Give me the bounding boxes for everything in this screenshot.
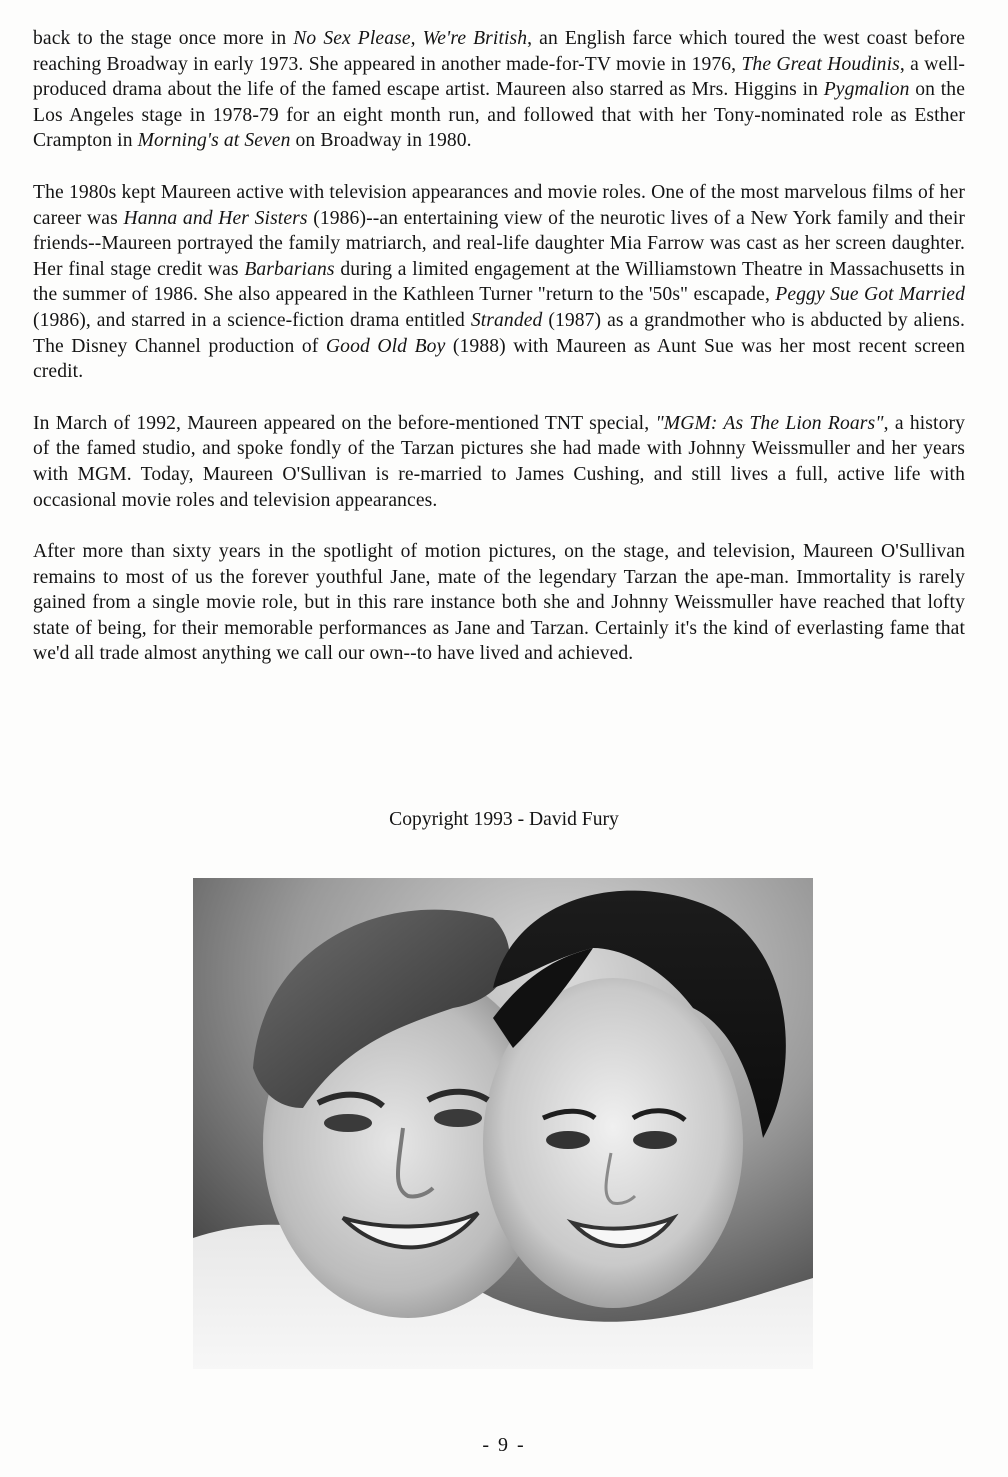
italic-title-run: Pygmalion [823, 79, 910, 101]
italic-title-run: No Sex Please, We're British [293, 28, 528, 49]
italic-title-run: Hanna and Her Sisters [123, 207, 308, 229]
italic-title-run: Morning's at Seven [137, 130, 291, 152]
text-run: The 1980s kept Maureen active with television appearances and movie roles. One of the most marvelous films of her career was [33, 181, 965, 229]
italic-title-run: The Great Houdinis [741, 53, 900, 75]
text-run: In March of 1992, Maureen appeared on the before-mentioned TNT special, [33, 412, 656, 434]
text-run: , a history of the famed studio, and spoke fondly of the Tarzan pictures she had made with Johnny Weissmuller and her years with MGM. Today, Maureen O'Sullivan is re-married to James Cushing, and still lives a full, active life with occasional movie roles and television appearances. [33, 412, 965, 511]
italic-title-run: Barbarians [244, 258, 335, 280]
text-run: (1988) with Maureen as Aunt Sue was her most recent screen credit. [33, 335, 965, 383]
paragraph-1 [33, 26, 965, 154]
paragraph-4 [33, 539, 965, 667]
text-run: , a well-produced drama about the life of the famed escape artist. Maureen also starred as Mrs. Higgins in [33, 53, 965, 101]
italic-title-run: Good Old Boy [325, 335, 446, 357]
photo-tarzan-and-jane [193, 878, 813, 1369]
paragraph-2 [33, 180, 965, 385]
text-run: on Broadway in 1980. [290, 130, 472, 152]
text-run: on the Los Angeles stage in 1978-79 for an eight month run, and followed that with her Tony-nominated role as Esther Crampton in [33, 79, 965, 152]
text-run: (1987) as a grandmother who is abducted by aliens. The Disney Channel production of [33, 309, 965, 357]
article-body [33, 26, 965, 693]
text-run: (1986), and starred in a science-fiction drama entitled [33, 309, 471, 331]
italic-title-run: Stranded [470, 309, 543, 331]
copyright-line: Copyright 1993 - David Fury [389, 809, 619, 830]
photo-image [193, 878, 813, 1369]
page-number: - 9 - [482, 1434, 526, 1456]
text-run: (1986)--an entertaining view of the neurotic lives of a New York family and their friends--Maureen portrayed the family matriarch, and real-life daughter Mia Farrow was cast as her screen daughter. Her final stage credit was [33, 207, 965, 280]
italic-title-run: Peggy Sue Got Married [775, 284, 965, 306]
text-run: After more than sixty years in the spotlight of motion pictures, on the stage, and television, Maureen O'Sullivan remains to most of us the forever youthful Jane, mate of the legendary Tarzan the ape-man. Immortality is rarely gained from a single movie role, but in this rare instance both she and Johnny Weissmuller have reached that lofty state of being, for their memorable performances as Jane and Tarzan. Certainly it's the kind of everlasting fame that we'd all trade almost anything we call our own--to have lived and achieved. [33, 541, 965, 665]
text-run: , an English farce which toured the west coast before reaching Broadway in early 1973. She appeared in another made-for-TV movie in 1976, [33, 28, 965, 75]
paragraph-3 [33, 411, 965, 513]
text-run: during a limited engagement at the Williamstown Theatre in Massachusetts in the summer of 1986. She also appeared in the Kathleen Turner "return to the '50s" escapade, [33, 258, 965, 306]
text-run: back to the stage once more in [33, 28, 294, 49]
italic-title-run: "MGM: As The Lion Roars" [655, 412, 884, 434]
